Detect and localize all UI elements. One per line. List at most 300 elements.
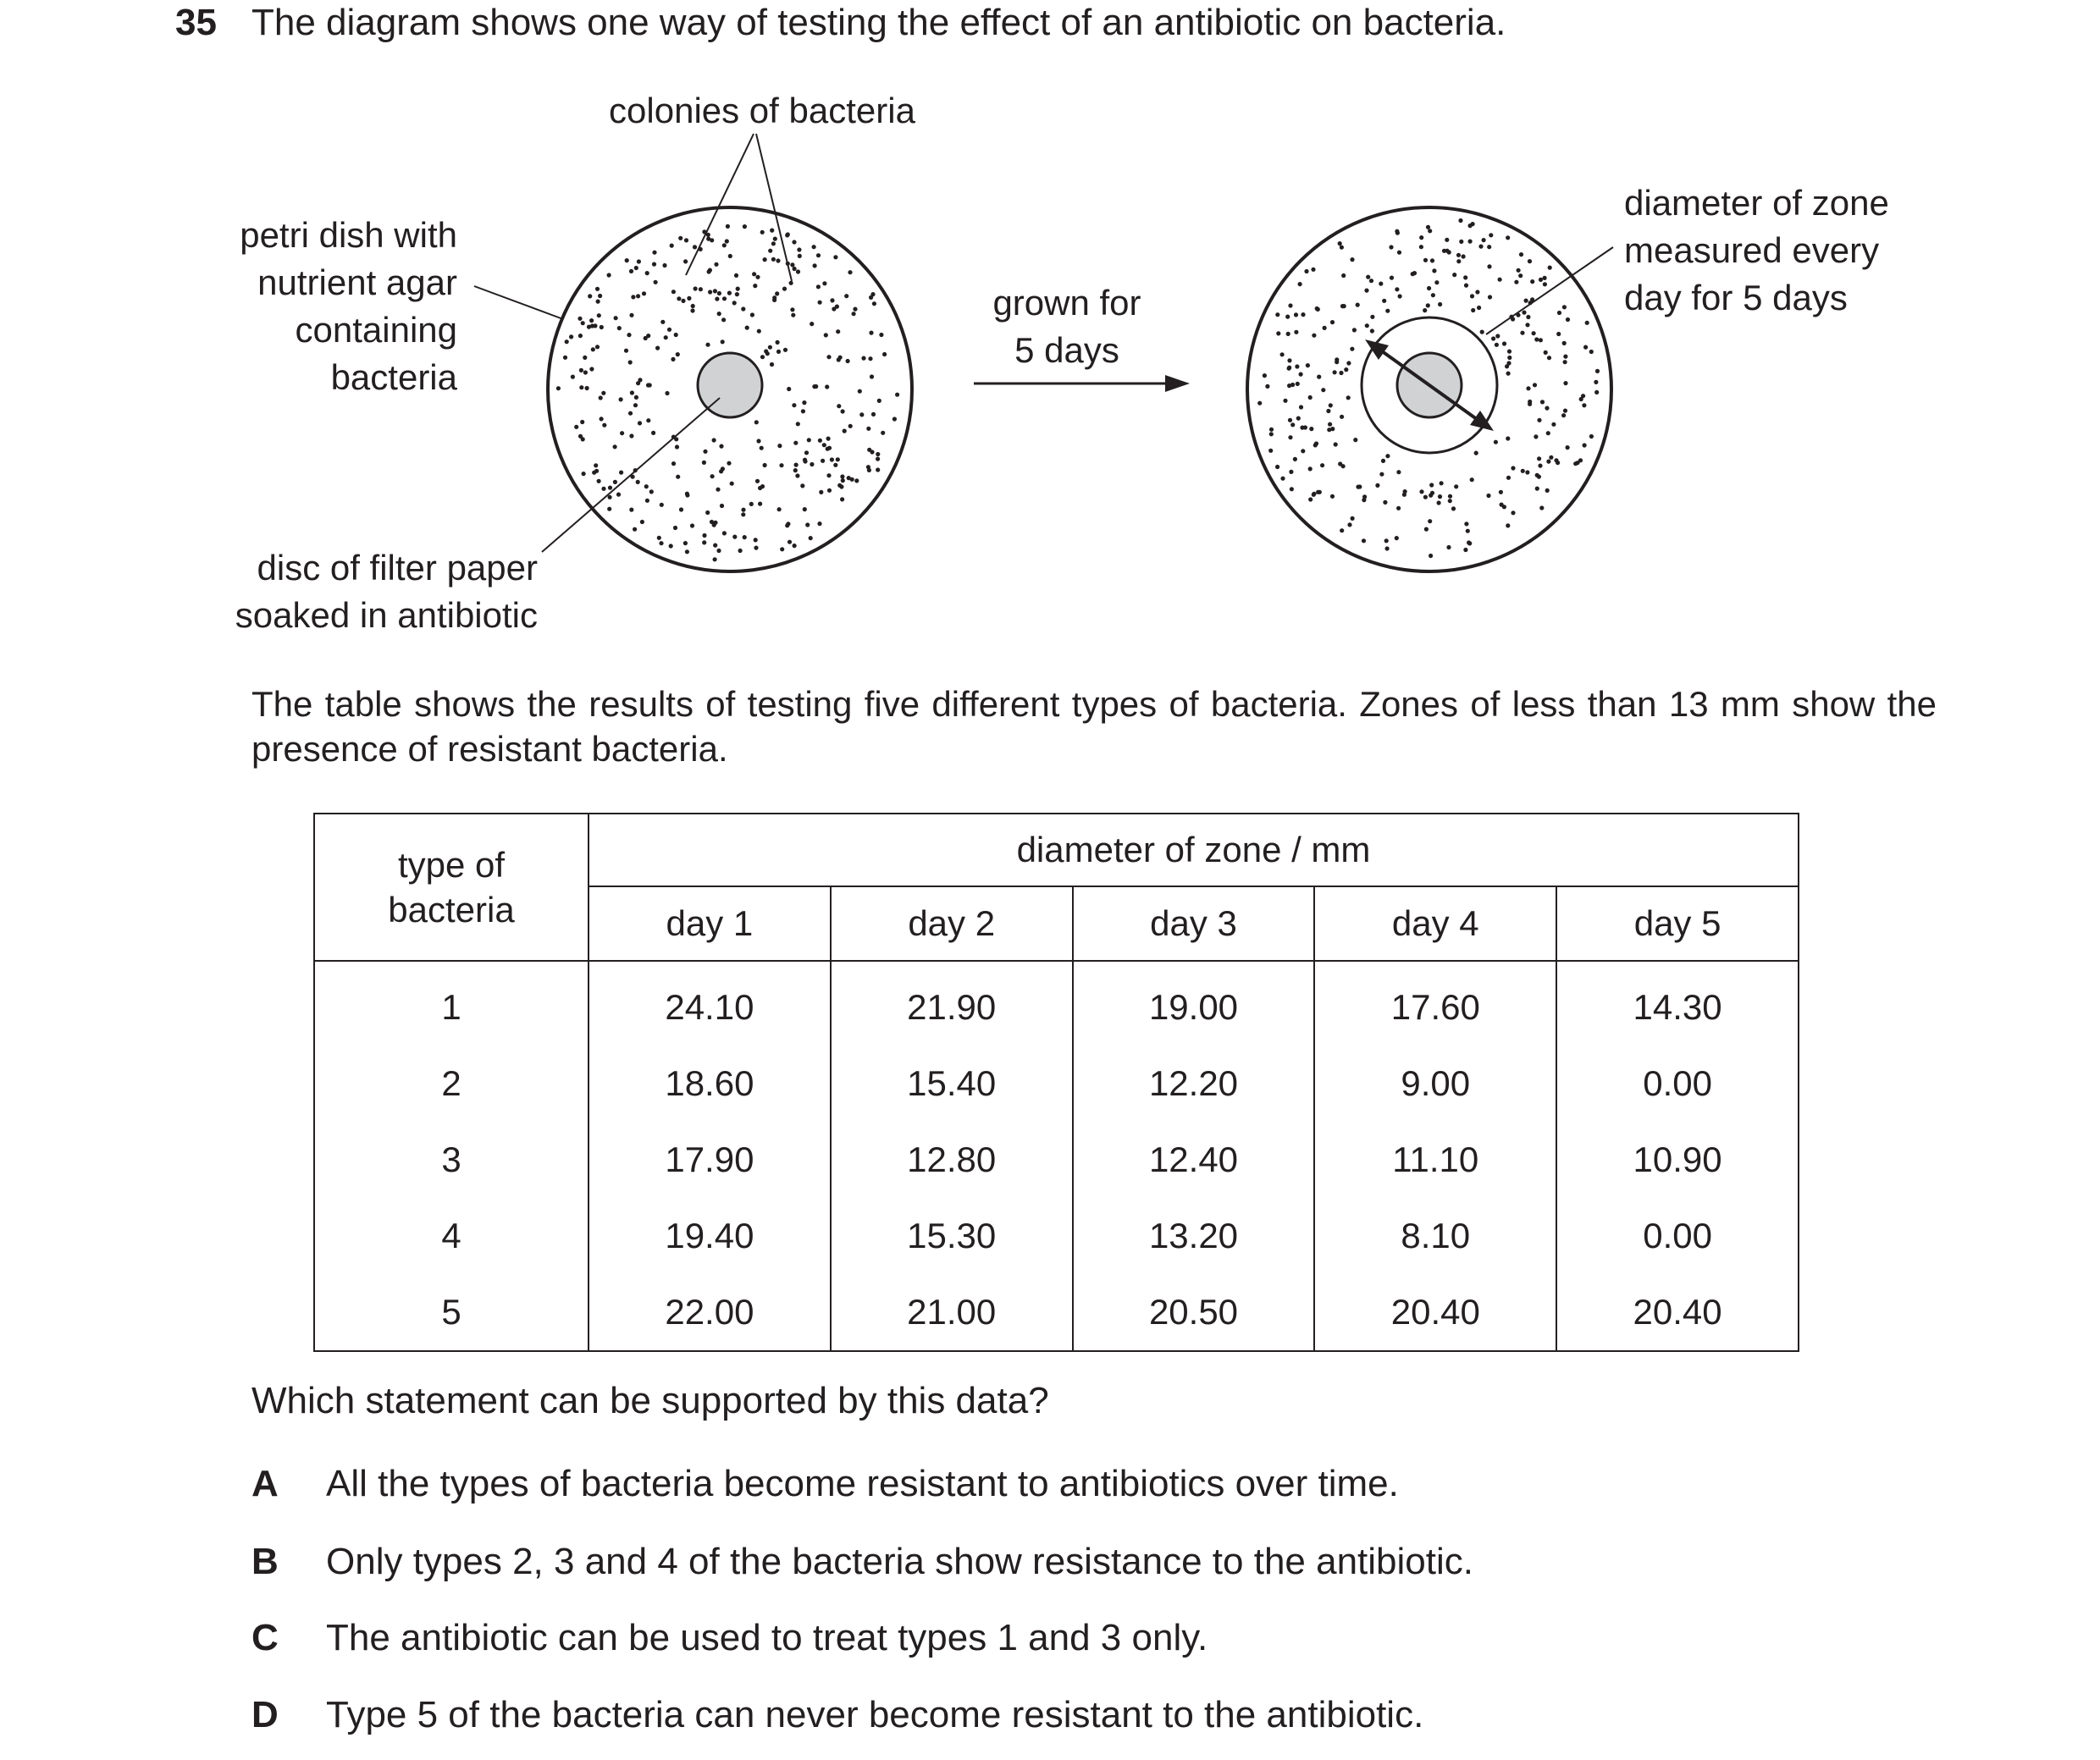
bacteria-dot	[852, 312, 856, 316]
bacteria-dot	[1573, 461, 1578, 466]
value-cell: 19.00	[1073, 961, 1315, 1046]
bacteria-dot	[1440, 481, 1444, 485]
bacteria-dot	[1269, 428, 1274, 432]
bacteria-dot	[1308, 395, 1312, 400]
bacteria-dot	[710, 520, 714, 524]
bacteria-dot	[818, 301, 822, 305]
bacteria-dot	[683, 541, 688, 545]
bacteria-dot	[776, 258, 780, 262]
bacteria-dot	[877, 399, 881, 403]
bacteria-dot	[1471, 222, 1475, 226]
bacteria-dot	[840, 497, 844, 501]
bacteria-dot	[787, 387, 791, 391]
bacteria-dot	[1423, 308, 1427, 312]
bacteria-dot	[730, 482, 734, 486]
bacteria-dot	[754, 546, 758, 550]
bacteria-dot	[1506, 235, 1510, 240]
bacteria-dot	[1289, 470, 1293, 474]
bacteria-dot	[1538, 464, 1542, 468]
value-cell: 20.40	[1556, 1274, 1799, 1351]
bacteria-dot	[569, 334, 573, 339]
bacteria-dot	[1545, 406, 1549, 411]
bacteria-dot	[1385, 546, 1390, 550]
bacteria-dot	[716, 549, 721, 553]
bacteria-dot	[1338, 241, 1342, 246]
bacteria-dot	[1561, 413, 1566, 417]
bacteria-dot	[1308, 497, 1312, 501]
bacteria-dot	[1333, 370, 1337, 374]
bacteria-dot	[804, 450, 809, 455]
bacteria-dot	[690, 523, 694, 527]
bacteria-dot	[717, 291, 721, 295]
bacteria-dot	[579, 368, 583, 372]
type-header: type of bacteria	[314, 814, 589, 961]
bacteria-dot	[1451, 506, 1456, 510]
bacteria-dot	[1562, 305, 1567, 309]
bacteria-dot	[671, 461, 676, 466]
bacteria-dot	[1458, 218, 1462, 223]
bacteria-dot	[824, 333, 828, 337]
bacteria-dot	[594, 469, 599, 473]
bacteria-dot	[1466, 529, 1470, 533]
bacteria-dot	[624, 349, 628, 353]
bacteria-dot	[675, 444, 679, 449]
bacteria-dot	[679, 507, 683, 511]
bacteria-dot	[1511, 466, 1515, 470]
bacteria-dot	[741, 306, 745, 311]
bacteria-dot	[1456, 253, 1461, 257]
bacteria-dot	[1366, 275, 1370, 279]
bacteria-dot	[594, 463, 598, 467]
bacteria-dot	[620, 431, 624, 435]
bacteria-dot	[1257, 401, 1262, 406]
label-zone: diameter of zone measured every day for 5 days	[1624, 183, 1889, 317]
option-d-letter[interactable]: D	[251, 1694, 279, 1735]
bacteria-dot	[735, 292, 739, 296]
bacteria-dot	[652, 251, 656, 255]
bacteria-dot	[1511, 510, 1515, 515]
bacteria-dot	[1491, 336, 1495, 340]
bacteria-dot	[867, 448, 871, 452]
table-row	[314, 1122, 1799, 1198]
bacteria-dot	[1299, 405, 1303, 409]
value-cell: 12.80	[831, 1122, 1073, 1198]
bacteria-dot	[818, 439, 822, 443]
value-cell: 19.40	[589, 1198, 831, 1274]
bacteria-dot	[587, 325, 591, 329]
bacteria-dot	[646, 383, 650, 387]
bacteria-dot	[1385, 309, 1390, 313]
bacteria-dot	[631, 295, 635, 299]
bacteria-dot	[702, 540, 706, 544]
bacteria-dot	[1334, 442, 1338, 446]
bacteria-dot	[844, 294, 848, 298]
bacteria-dot	[1342, 304, 1346, 308]
bacteria-dot	[1428, 229, 1432, 233]
bacteria-dot	[1315, 306, 1319, 311]
value-cell: 0.00	[1556, 1198, 1799, 1274]
bacteria-dot	[843, 429, 847, 433]
bacteria-dot	[1312, 334, 1316, 338]
bacteria-dot	[1502, 341, 1506, 345]
results-table	[313, 813, 1799, 1352]
bacteria-dot	[1426, 225, 1430, 229]
bacteria-dot	[793, 468, 798, 472]
bacteria-dot	[1579, 397, 1583, 401]
value-cell: 21.00	[831, 1274, 1073, 1351]
bacteria-dot	[760, 355, 765, 359]
bacteria-dot	[722, 531, 727, 535]
bacteria-dot	[1280, 352, 1285, 356]
bacteria-dot	[1379, 282, 1383, 286]
bacteria-dot	[659, 541, 663, 545]
bacteria-dot	[876, 467, 880, 472]
bacteria-dot	[619, 471, 623, 475]
bacteria-dot	[670, 244, 674, 248]
type-cell: 2	[314, 1046, 589, 1122]
bacteria-dot	[1341, 273, 1346, 278]
bacteria-dot	[866, 465, 870, 469]
bacteria-dot	[1339, 371, 1343, 375]
bacteria-dot	[1446, 545, 1451, 549]
bacteria-dot	[702, 533, 706, 538]
bacteria-dot	[613, 480, 617, 484]
bacteria-dot	[792, 403, 796, 407]
bacteria-dot	[813, 263, 817, 268]
bacteria-dot	[1526, 386, 1530, 390]
bacteria-dot	[1290, 422, 1295, 427]
bacteria-dot	[763, 463, 767, 467]
bacteria-dot	[1312, 493, 1316, 497]
bacteria-dot	[1468, 240, 1473, 244]
bacteria-dot	[1475, 290, 1479, 294]
option-d-text[interactable]: Type 5 of the bacteria can never become resistant to the antibiotic.	[326, 1694, 1424, 1735]
bacteria-dot	[771, 257, 776, 262]
bacteria-dot	[1385, 454, 1390, 458]
bacteria-dot	[1290, 487, 1294, 491]
bacteria-dot	[654, 280, 658, 284]
bacteria-dot	[1506, 361, 1511, 365]
bacteria-dot	[629, 508, 633, 512]
bacteria-dot	[1352, 328, 1357, 332]
bacteria-dot	[848, 270, 852, 274]
bacteria-dot	[644, 484, 649, 488]
bacteria-dot	[1429, 483, 1434, 487]
bacteria-dot	[1427, 286, 1431, 290]
bacteria-dot	[772, 298, 776, 302]
bacteria-dot	[1328, 422, 1332, 427]
bacteria-dot	[753, 284, 757, 288]
bacteria-dot	[803, 507, 807, 511]
bacteria-dot	[809, 536, 813, 540]
bacteria-dot	[1546, 431, 1550, 435]
bacteria-dot	[716, 488, 720, 492]
bacteria-dot	[1566, 445, 1570, 450]
bacteria-dot	[770, 229, 774, 233]
bacteria-dot	[677, 296, 681, 301]
bacteria-dot	[756, 439, 760, 443]
bacteria-dot	[1562, 341, 1567, 345]
bacteria-dot	[768, 345, 772, 350]
bacteria-dot	[1330, 494, 1335, 499]
bacteria-dot	[597, 313, 601, 317]
bacteria-dot	[1346, 361, 1351, 365]
bacteria-dot	[651, 431, 655, 435]
bacteria-dot	[640, 520, 644, 524]
bacteria-dot	[1563, 355, 1567, 359]
bacteria-dot	[812, 245, 816, 249]
bacteria-dot	[760, 230, 765, 234]
option-a-letter[interactable]: A	[251, 1463, 279, 1504]
bacteria-dot	[657, 536, 661, 540]
option-a-text[interactable]: All the types of bacteria become resistant to antibiotics over time.	[326, 1463, 1399, 1504]
bacteria-dot	[585, 386, 589, 390]
bacteria-dot	[1525, 323, 1529, 327]
bacteria-dot	[758, 502, 762, 506]
bacteria-dot	[1364, 289, 1368, 293]
value-cell: 17.90	[589, 1122, 831, 1198]
bacteria-dot	[1520, 331, 1524, 335]
bacteria-dot	[627, 333, 631, 337]
bacteria-dot	[1288, 418, 1292, 422]
bacteria-dot	[1507, 356, 1511, 360]
bacteria-dot	[791, 313, 795, 317]
bacteria-dot	[1487, 245, 1491, 249]
bacteria-dot	[690, 308, 694, 312]
bacteria-dot	[1395, 536, 1399, 540]
leader-line-zone	[1486, 247, 1613, 334]
option-b-text[interactable]: Only types 2, 3 and 4 of the bacteria show resistance to the antibiotic.	[326, 1541, 1473, 1582]
type-cell: 1	[314, 961, 589, 1046]
bacteria-dot	[616, 493, 621, 497]
bacteria-dot	[722, 243, 727, 247]
bacteria-dot	[780, 547, 784, 551]
bacteria-dot	[841, 478, 845, 483]
type-cell: 4	[314, 1198, 589, 1274]
bacteria-dot	[565, 339, 569, 344]
bacteria-dot	[1448, 494, 1452, 499]
bacteria-dot	[1350, 257, 1354, 262]
option-b-letter[interactable]: B	[251, 1541, 279, 1582]
bacteria-dot	[1269, 432, 1274, 436]
bacteria-dot	[796, 422, 800, 426]
bacteria-dot	[601, 487, 605, 491]
arrow-head	[1165, 375, 1190, 392]
bacteria-dot	[1294, 330, 1298, 334]
bacteria-dot	[1537, 475, 1541, 479]
bacteria-dot	[614, 316, 618, 320]
label-colonies: colonies of bacteria	[609, 91, 915, 130]
bacteria-dot	[1438, 494, 1442, 499]
value-cell: 20.40	[1314, 1274, 1556, 1351]
bacteria-dot	[578, 434, 583, 439]
bacteria-dot	[597, 479, 601, 483]
bacteria-dot	[664, 335, 668, 339]
bacteria-dot	[645, 271, 649, 275]
bacteria-dot	[871, 412, 876, 417]
bacteria-dot	[1428, 519, 1432, 523]
bacteria-dot	[794, 463, 799, 467]
bacteria-dot	[853, 307, 857, 312]
bacteria-dot	[600, 325, 604, 329]
bacteria-dot	[1471, 308, 1475, 312]
bacteria-dot	[1356, 303, 1360, 307]
bacteria-dot	[1462, 254, 1466, 258]
bacteria-dot	[1583, 345, 1588, 350]
bacteria-dot	[754, 538, 758, 542]
bacteria-dot	[1464, 521, 1468, 526]
bacteria-dot	[1293, 457, 1297, 461]
bacteria-dot	[1524, 299, 1528, 303]
bacteria-dot	[1502, 505, 1506, 509]
bacteria-dot	[749, 502, 754, 506]
table-row	[314, 1274, 1799, 1351]
bacteria-dot	[1546, 460, 1550, 464]
bacteria-dot	[1340, 415, 1344, 419]
day-header: day 3	[1073, 886, 1315, 961]
bacteria-dot	[579, 385, 583, 389]
bacteria-dot	[755, 479, 760, 483]
bacteria-dot	[1522, 311, 1526, 315]
bacteria-dot	[1495, 334, 1500, 338]
bacteria-dot	[826, 437, 831, 441]
bacteria-dot	[725, 239, 729, 243]
bacteria-dot	[595, 345, 600, 349]
bacteria-dot	[783, 348, 788, 352]
bacteria-dot	[702, 461, 706, 465]
bacteria-dot	[837, 357, 841, 361]
day-header: day 1	[589, 886, 831, 961]
bacteria-dot	[678, 236, 682, 240]
bacteria-dot	[1467, 540, 1471, 544]
bacteria-dot	[629, 313, 633, 317]
bacteria-dot	[660, 503, 664, 507]
bacteria-dot	[1335, 360, 1339, 364]
bacteria-dot	[1397, 251, 1401, 255]
bacteria-dot	[827, 488, 832, 493]
bacteria-dot	[1375, 483, 1379, 488]
bacteria-dot	[1494, 440, 1498, 444]
bacteria-dot	[1445, 249, 1449, 253]
bacteria-dot	[676, 475, 680, 479]
bacteria-dot	[1495, 343, 1499, 347]
bacteria-dot	[1287, 358, 1291, 362]
bacteria-dot	[580, 420, 584, 424]
bacteria-dot	[721, 466, 725, 471]
bacteria-dot	[1383, 500, 1387, 505]
bacteria-dot	[763, 257, 767, 262]
bacteria-dot	[1419, 245, 1423, 249]
bacteria-dot	[1308, 466, 1312, 471]
bacteria-dot	[757, 329, 761, 334]
bacteria-dot	[1287, 366, 1291, 370]
bacteria-dot	[589, 318, 594, 323]
bacteria-dot	[745, 326, 749, 330]
bacteria-dot	[861, 356, 865, 361]
bacteria-dot	[1299, 372, 1303, 377]
table-row	[314, 1198, 1799, 1274]
bacteria-dot	[607, 507, 611, 511]
bacteria-dot	[1280, 477, 1285, 481]
bacteria-dot	[826, 447, 830, 451]
bacteria-dot	[642, 291, 646, 295]
bacteria-dot	[645, 499, 649, 503]
bacteria-dot	[1488, 295, 1492, 299]
bacteria-dot	[1429, 494, 1433, 498]
bacteria-dot	[1317, 375, 1321, 379]
bacteria-dot	[1556, 332, 1561, 336]
bacteria-dot	[1563, 360, 1567, 364]
bacteria-dot	[892, 417, 897, 421]
bacteria-dot	[634, 395, 638, 400]
bacteria-dot	[1477, 306, 1481, 310]
bacteria-dot	[673, 526, 677, 530]
bacteria-dot	[1430, 258, 1434, 262]
option-c-letter[interactable]: C	[251, 1617, 279, 1658]
bacteria-dot	[619, 397, 623, 401]
bacteria-dot	[1369, 279, 1373, 283]
bacteria-dot	[1429, 554, 1433, 558]
bacteria-dot	[768, 249, 772, 253]
label-disc: disc of filter paper soaked in antibiotic	[235, 548, 538, 635]
bacteria-dot	[1265, 384, 1269, 389]
bacteria-dot	[1498, 278, 1502, 282]
bacteria-dot	[1288, 435, 1292, 439]
bacteria-dot	[789, 281, 793, 285]
value-cell: 11.10	[1314, 1122, 1556, 1198]
bacteria-dot	[583, 356, 587, 360]
bacteria-dot	[1326, 409, 1330, 413]
bacteria-dot	[1268, 449, 1273, 453]
bacteria-dot	[1525, 470, 1529, 474]
bacteria-dot	[895, 393, 899, 397]
bacteria-dot	[599, 395, 603, 400]
bacteria-dot	[710, 474, 715, 478]
bacteria-dot	[595, 287, 600, 291]
bacteria-dot	[625, 258, 629, 262]
bacteria-dot	[1533, 383, 1537, 387]
bacteria-dot	[775, 291, 779, 295]
bacteria-dot	[1340, 528, 1344, 532]
option-c-text[interactable]: The antibiotic can be used to treat types 1 and 3 only.	[326, 1617, 1208, 1658]
bacteria-dot	[1445, 238, 1449, 242]
bacteria-dot	[1518, 273, 1522, 278]
value-cell: 15.40	[831, 1046, 1073, 1122]
bacteria-dot	[798, 254, 802, 258]
bacteria-dot	[1276, 331, 1280, 335]
bacteria-dot	[800, 483, 804, 488]
bacteria-dot	[1329, 403, 1333, 407]
bacteria-dot	[822, 443, 826, 447]
bacteria-dot	[637, 259, 641, 263]
bacteria-dot	[816, 253, 821, 257]
bacteria-dot	[1595, 369, 1600, 373]
bacteria-dot	[1551, 422, 1556, 427]
bacteria-dot	[705, 343, 710, 347]
bacteria-dot	[760, 484, 765, 488]
bacteria-dot	[817, 521, 821, 526]
label-petri-dish: petri dish with nutrient agar containing bacteria	[240, 215, 457, 397]
table-row	[314, 961, 1799, 1046]
bacteria-dot	[1396, 506, 1401, 510]
bacteria-dot	[633, 527, 637, 532]
bacteria-dot	[1534, 434, 1538, 439]
bacteria-dot	[715, 297, 719, 301]
bacteria-dot	[869, 295, 873, 300]
bacteria-dot	[1351, 516, 1355, 521]
bacteria-dot	[764, 349, 768, 353]
bacteria-dot	[755, 275, 760, 279]
